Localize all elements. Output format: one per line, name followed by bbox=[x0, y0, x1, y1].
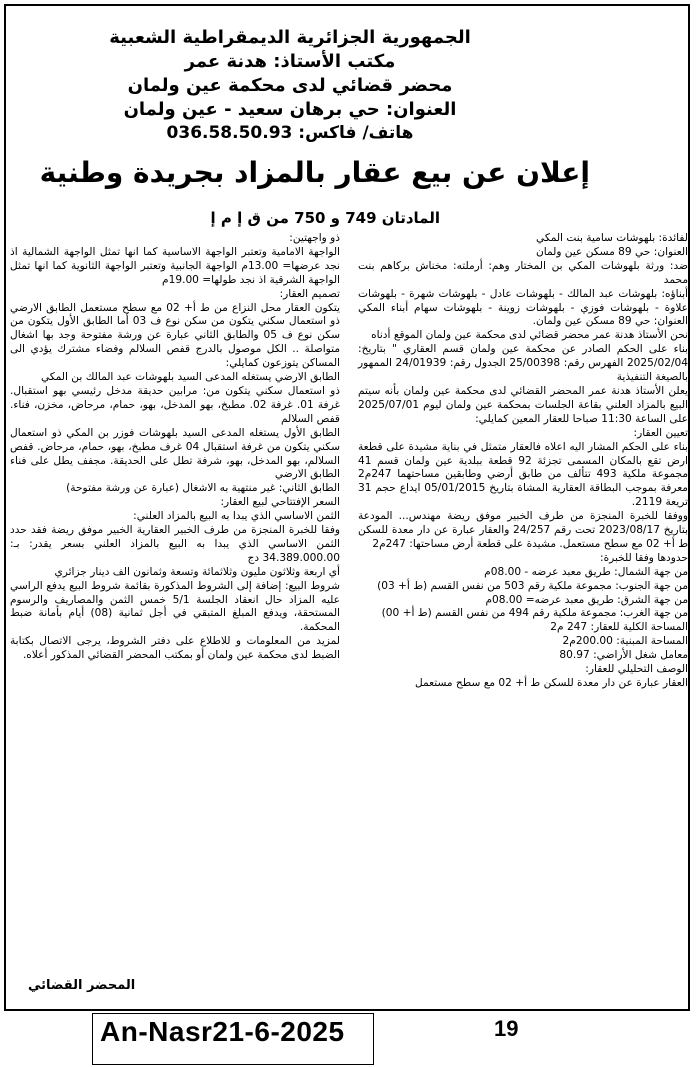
paragraph: ذو واجهتين: bbox=[289, 232, 340, 244]
paragraph: السعر الإفتتاحي لبيع العقار: bbox=[220, 496, 340, 509]
paragraph: من جهة الجنوب: مجموعة ملكية رقم 503 من نفس القسم (ط أ+ 03) bbox=[377, 579, 688, 592]
paragraph: المساحة المبنية: 200.00م2 bbox=[562, 635, 688, 648]
paragraph: يعلن الأستاذ هدنة عمر المحضر القضائي لدى محكمة عين ولمان بأنه سيتم البيع بالمزاد العلني بقاعة الجلسات بمحكمة عين ولمان ليوم 2025/07/01 على الساعة 11:30 صباحا للعقار المعين كمايلي: bbox=[358, 384, 688, 425]
paragraph: بناء على الحكم المشار اليه اعلاه فالعقار متمثل في بناية مشيدة على قطعة ارض تقع بالمكان المسمى تجزئة 92 قطعة ببلدية عين ولمان قسم 41 مجموعة ملكية 493 تتألف من طابق أرضي وطابقين مساحتهما 247م2 معرفة بموجب البطاقة العقارية المشاة بتاريخ 05/01/2015 ايداع حجم 31 تريعة 2119. bbox=[358, 440, 688, 509]
left-column bbox=[10, 232, 340, 663]
paragraph: بناء على الحكم الصادر عن محكمة عين ولمان قسم العقاري " بتاريخ: 2025/02/04 الفهرس رقم: 25/00398 الجدول رقم: 24/01939 الممهور بالصيغة التنفيذية bbox=[358, 343, 688, 384]
letterhead bbox=[60, 26, 520, 144]
header-phone-row bbox=[60, 122, 520, 144]
header-bailiff: محضر قضائي لدى محكمة عين ولمان bbox=[127, 75, 453, 96]
header-office: مكتب الأستاذ: هدنة عمر bbox=[184, 51, 396, 72]
paragraph: ذو استعمال سكني يتكون من: مرابين حديقة مدخل رئيسي بهو استقبال. غرفة 01. غرفة 02. مطبخ، بهو المدخل، بهو، حمام، مرحاض، مخزن، فناء. قفص السلالم bbox=[10, 384, 340, 425]
paragraph: شروط البيع: إضافة إلى الشروط المذكورة بقائمة شروط البيع يدفع الراسي عليه المزاد حال انعقاد الجلسة 5/1 خمس الثمن والمصاريف والرسوم المستحقة، ويدفع المبلغ المتبقي في أجل ثمانية (08) أيام بأمانة ضبط المحكمة. bbox=[10, 579, 340, 634]
paragraph: من جهة الغرب: مجموعة ملكية رقم 494 من نفس القسم (ط أ+ 00) bbox=[381, 607, 688, 620]
paragraph: الطابق الأول يستغله المدعى السيد بلهوشات فوزر بن المكي ذو استعمال سكني يتكون من غرفة استقبال 04 غرف مطبخ، بهو، حمام، مرحاض. قفص السلالم، بهو المدخل، بهو، شرفة تطل على الحديقة. مجفف يطل على فناء الطابق الارضي bbox=[10, 426, 340, 481]
paragraph: المساحة الكلية للعقار: 247 م2 bbox=[550, 621, 688, 634]
publication-date: An-Nasr21-6-2025 bbox=[100, 1016, 345, 1047]
paragraph: العنوان: حي 89 مسكن عين ولمان bbox=[535, 245, 688, 258]
paragraph: تعيين العقار: bbox=[633, 426, 688, 439]
paragraph: أي اربعة وثلاثون مليون وثلاثمائة وتسعة وثمانون الف دينار جزائري bbox=[54, 565, 340, 578]
phone-number: 036.58.50.93 bbox=[166, 123, 293, 143]
paragraph: الطابق الارضي يستغله المدعى السيد بلهوشات عبد المالك بن المكي bbox=[40, 371, 340, 384]
paragraph: لمزيد من المعلومات و للاطلاع على دفتر الشروط، يرجى الاتصال بكتابة الضبط لدى محكمة عين ولمان أو بمكتب المحضر القضائي المذكور أعلاه. bbox=[10, 635, 340, 662]
phone-label: هاتف/ فاكس: bbox=[298, 123, 414, 143]
header-address: العنوان: حي برهان سعيد - عين ولمان bbox=[123, 99, 457, 120]
paragraph: الثمن الاساسي الذي يبدا به البيع بالمزاد العلني: bbox=[133, 510, 340, 523]
paragraph: معامل شغل الأراضي: 80.97 bbox=[559, 649, 688, 662]
paragraph: أبناؤه: بلهوشات عبد المالك - بلهوشات عادل - بلهوشات شهرة - بلهوشات علاوة - بلهوشات فوزي - بلهوشات زوينة - بلهوشات سهام أبناء المكي العنوان: حي 89 مسكن عين ولمان. bbox=[358, 287, 688, 328]
notice-subtitle: المادتان 749 و 750 من ق إ م إ bbox=[210, 209, 440, 227]
paragraph: الوصف التحليلي للعقار: bbox=[585, 663, 688, 676]
paragraph: لفائدة: بلهوشات سامية بنت المكي bbox=[536, 232, 688, 244]
paragraph: حدودها وفقا للخبرة: bbox=[600, 551, 688, 564]
paragraph: من جهة الشمال: طريق معبد عرضه - 08.00م bbox=[484, 565, 688, 578]
paragraph: ضد: ورثة بلهوشات المكي بن المختار وهم: أرملته: مخناش بركاهم بنت محمد bbox=[358, 259, 688, 286]
paragraph: العقار عبارة عن دار معدة للسكن ط أ+ 02 مع سطح مستعمل bbox=[414, 677, 688, 689]
paragraph: نحن الأستاذ هدنة عمر محضر قضائي لدى محكمة عين ولمان الموقع أدناه bbox=[371, 329, 688, 342]
paragraph: من جهة الشرق: طريق معبد عرضه= 08.00م bbox=[485, 593, 688, 606]
page-number: 19 bbox=[494, 1016, 519, 1041]
notice-title: إعلان عن بيع عقار بالمزاد بجريدة وطنية bbox=[39, 156, 590, 189]
paragraph: الواجهة الامامية وتعتبر الواجهة الاساسية كما انها تمثل الواجهة الشمالية اذ نجد عرضها= 13.00م الواجهة الجانبية وتعتبر الواجهة الثانوية كما انها تمثل الواجهة الشرقية اذ نجد طولها= 19.00م bbox=[10, 245, 341, 286]
paragraph: تصميم العقار: bbox=[279, 287, 340, 300]
signature-label: المحضر القضائي bbox=[28, 978, 136, 993]
paragraph: يتكون العقار محل النزاع من ط أ+ 02 مع سطح مستعمل الطابق الارضي ذو استعمال سكني يتكون من سكن نوع ف 03 أما الطابق الأول يتكون من سكن نوع ف 05 والطابق الثاني عبارة عن ورشة مفتوحة وجد بها اشغال متواصلة .. الكل موصول بالدرج قفص السلالم وفضاء مشترك يؤدي الى المساكن يتوزعون كمايلي: bbox=[10, 301, 340, 370]
paragraph: ووفقا للخبرة المنجزة من طرف الخبير موفق ريضة مهندس... المودعة بتاريخ 2023/08/17 تحت رقم 24/257 والعقار عبارة عن دار معدة للسكن ط أ+ 02 مع سطح مستعمل. مشيدة على قطعة أرض مساحتها: 247م2 bbox=[358, 510, 688, 550]
right-column bbox=[358, 232, 688, 691]
paragraph: وفقا للخبرة المنجزة من طرف الخبير العقارية الخبير موفق ريضة فقد حدد الثمن الاساسي الذي يبدا به البيع بالمزاد العلني بسعر يقدر: بـ: 34.389.000.00 دج bbox=[10, 524, 340, 564]
paragraph: الطابق الثاني: غير منتهية به الاشغال (عبارة عن ورشة مفتوحة) bbox=[66, 482, 340, 495]
header-republic: الجمهورية الجزائرية الديمقراطية الشعبية bbox=[109, 27, 471, 48]
